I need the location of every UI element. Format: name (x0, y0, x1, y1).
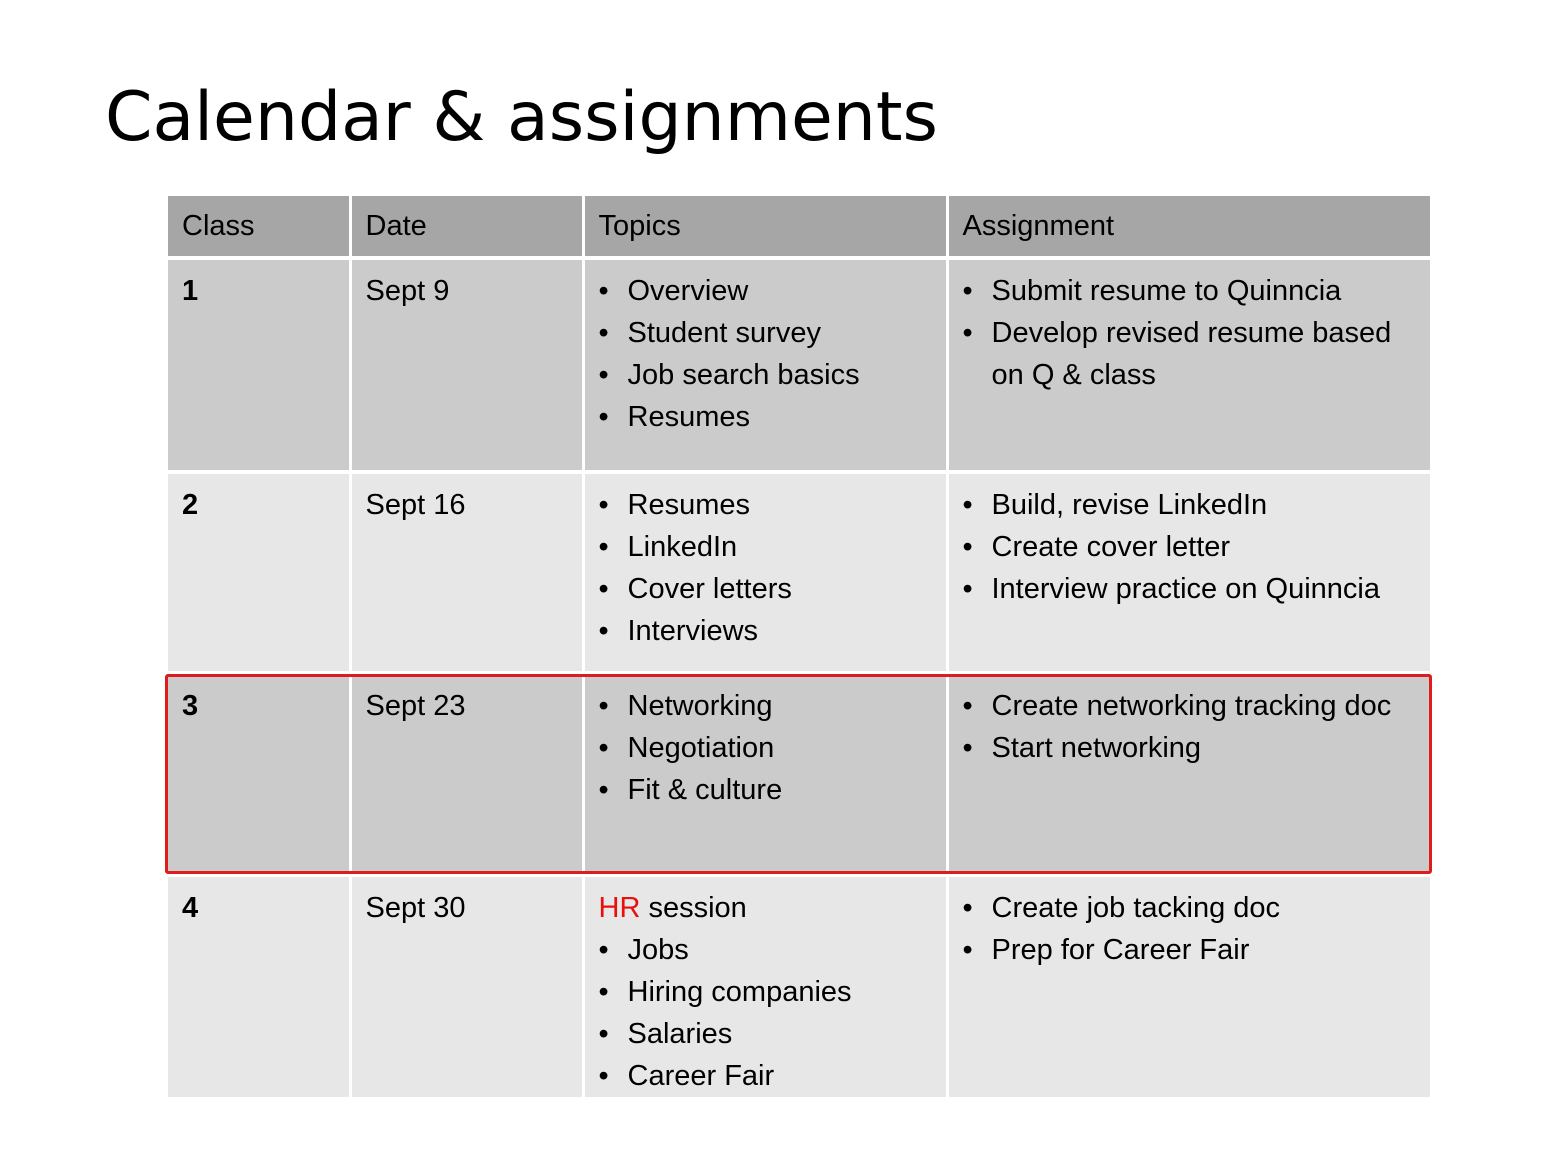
class-number: 3 (182, 690, 199, 722)
assignment-item: • Develop revised resume based on Q & class (963, 312, 1417, 396)
assignment-list (963, 270, 1417, 396)
assignment-item: • Build, revise LinkedIn (963, 484, 1417, 526)
topics-list (599, 270, 932, 438)
topics-list (599, 484, 932, 652)
assignment-item: • Create networking tracking doc (963, 685, 1417, 727)
topics-list (599, 685, 932, 811)
assignment-item: • Create job tacking doc (963, 887, 1417, 929)
hr-label: HR (598, 892, 641, 924)
table-row (168, 258, 1430, 472)
slide-title: Calendar & assignments (105, 78, 938, 157)
table-row-highlighted (168, 673, 1430, 875)
class-cell (168, 875, 350, 1099)
topic-item: • Overview (599, 270, 932, 312)
topics-cell (583, 673, 947, 875)
assignment-cell (947, 258, 1430, 472)
topic-item: • Interviews (599, 610, 932, 652)
assignment-cell (947, 875, 1430, 1099)
topic-item: • Hiring companies (599, 971, 932, 1013)
topic-item: • Networking (599, 685, 932, 727)
assignment-cell (947, 472, 1430, 673)
topics-cell (583, 875, 947, 1099)
assignment-item: • Create cover letter (963, 526, 1417, 568)
topic-item: • Salaries (599, 1013, 932, 1055)
class-number: 2 (182, 489, 199, 521)
table-row (168, 875, 1430, 1099)
class-cell (168, 472, 350, 673)
header-date: Date (350, 196, 583, 258)
class-cell (168, 258, 350, 472)
session-text: session (640, 892, 747, 924)
table-header-row (168, 196, 1430, 258)
class-cell (168, 673, 350, 875)
class-number: 4 (182, 892, 199, 924)
topic-item: • LinkedIn (599, 526, 932, 568)
header-topics: Topics (583, 196, 947, 258)
topics-cell (583, 472, 947, 673)
topics-cell (583, 258, 947, 472)
session-label (599, 887, 932, 929)
date-cell: Sept 16 (350, 472, 583, 673)
topic-item: • Resumes (599, 396, 932, 438)
topic-item: • Cover letters (599, 568, 932, 610)
assignment-item: • Submit resume to Quinncia (963, 270, 1417, 312)
assignment-cell (947, 673, 1430, 875)
assignment-list (963, 887, 1417, 971)
topic-item: • Fit & culture (599, 769, 932, 811)
topic-item: • Resumes (599, 484, 932, 526)
date-cell: Sept 23 (350, 673, 583, 875)
assignment-item: • Start networking (963, 727, 1417, 769)
class-number: 1 (182, 275, 199, 307)
topic-item: • Student survey (599, 312, 932, 354)
topic-item: • Job search basics (599, 354, 932, 396)
assignment-list (963, 685, 1417, 769)
header-assignment: Assignment (947, 196, 1430, 258)
assignment-item: • Interview practice on Quinncia (963, 568, 1417, 610)
schedule-table (168, 196, 1430, 1101)
header-class: Class (168, 196, 350, 258)
assignment-item: • Prep for Career Fair (963, 929, 1417, 971)
topic-item: • Jobs (599, 929, 932, 971)
topic-item: • Career Fair (599, 1055, 932, 1097)
date-cell: Sept 9 (350, 258, 583, 472)
topic-item: • Negotiation (599, 727, 932, 769)
table-row (168, 472, 1430, 673)
assignment-list (963, 484, 1417, 610)
date-cell: Sept 30 (350, 875, 583, 1099)
topics-list (599, 929, 932, 1097)
